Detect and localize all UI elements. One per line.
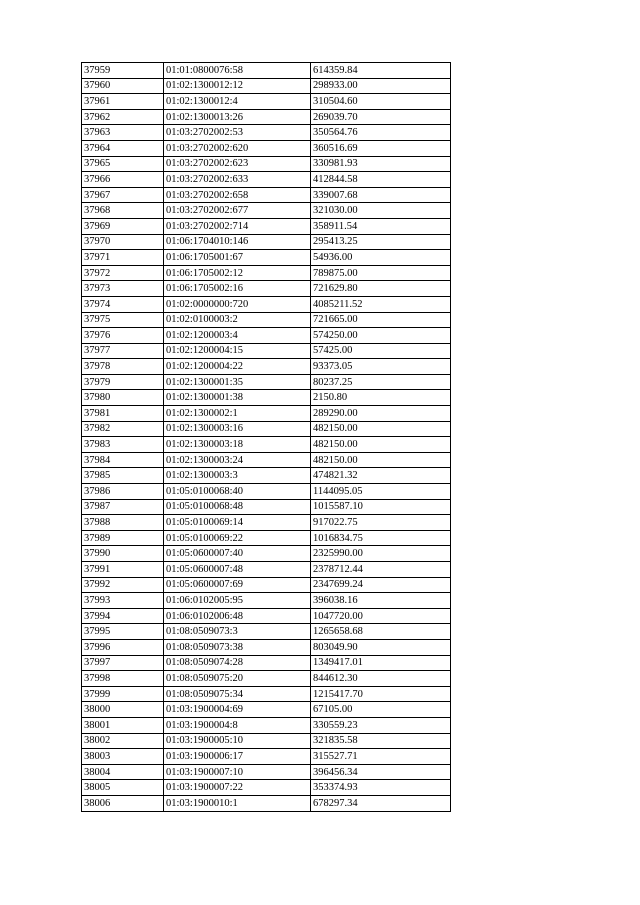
cadastral-number-cell: 01:03:1900007:10 — [164, 764, 311, 780]
row-id-cell: 38001 — [82, 717, 164, 733]
cadastral-number-cell: 01:05:0600007:48 — [164, 562, 311, 578]
table-row — [82, 593, 451, 609]
row-id-cell: 37971 — [82, 250, 164, 266]
table-row — [82, 140, 451, 156]
cadastral-number-cell: 01:02:1300001:35 — [164, 374, 311, 390]
table-row — [82, 515, 451, 531]
row-id-cell: 37969 — [82, 218, 164, 234]
value-cell: 1215417.70 — [311, 686, 451, 702]
table-row — [82, 125, 451, 141]
table-row — [82, 562, 451, 578]
value-cell: 315527.71 — [311, 749, 451, 765]
value-cell: 482150.00 — [311, 452, 451, 468]
row-id-cell: 37977 — [82, 343, 164, 359]
row-id-cell: 37979 — [82, 374, 164, 390]
table-row — [82, 328, 451, 344]
table-row — [82, 733, 451, 749]
value-cell: 1016834.75 — [311, 530, 451, 546]
cadastral-number-cell: 01:02:0000000:720 — [164, 296, 311, 312]
cadastral-number-cell: 01:08:0509075:34 — [164, 686, 311, 702]
table-row — [82, 749, 451, 765]
row-id-cell: 37990 — [82, 546, 164, 562]
row-id-cell: 37991 — [82, 562, 164, 578]
cadastral-number-cell: 01:02:1300003:3 — [164, 468, 311, 484]
value-cell: 1144095.05 — [311, 484, 451, 500]
row-id-cell: 37959 — [82, 63, 164, 79]
cadastral-number-cell: 01:03:2702002:714 — [164, 218, 311, 234]
cadastral-number-cell: 01:02:1200004:15 — [164, 343, 311, 359]
value-cell: 289290.00 — [311, 406, 451, 422]
cadastral-number-cell: 01:03:2702002:633 — [164, 172, 311, 188]
value-cell: 1047720.00 — [311, 608, 451, 624]
value-cell: 917022.75 — [311, 515, 451, 531]
table-row — [82, 624, 451, 640]
value-cell: 482150.00 — [311, 421, 451, 437]
row-id-cell: 37997 — [82, 655, 164, 671]
value-cell: 358911.54 — [311, 218, 451, 234]
cadastral-number-cell: 01:05:0100068:48 — [164, 499, 311, 515]
cadastral-number-cell: 01:02:1200004:22 — [164, 359, 311, 375]
value-cell: 321030.00 — [311, 203, 451, 219]
row-id-cell: 37987 — [82, 499, 164, 515]
row-id-cell: 37998 — [82, 671, 164, 687]
cadastral-number-cell: 01:02:1300012:4 — [164, 94, 311, 110]
row-id-cell: 37966 — [82, 172, 164, 188]
cadastral-number-cell: 01:03:2702002:658 — [164, 187, 311, 203]
cadastral-number-cell: 01:06:1704010:146 — [164, 234, 311, 250]
value-cell: 844612.30 — [311, 671, 451, 687]
table-row — [82, 655, 451, 671]
cadastral-number-cell: 01:05:0100069:22 — [164, 530, 311, 546]
row-id-cell: 37981 — [82, 406, 164, 422]
row-id-cell: 38002 — [82, 733, 164, 749]
row-id-cell: 37999 — [82, 686, 164, 702]
table-row — [82, 218, 451, 234]
value-cell: 295413.25 — [311, 234, 451, 250]
data-table — [81, 62, 451, 812]
value-cell: 2325990.00 — [311, 546, 451, 562]
cadastral-number-cell: 01:05:0600007:69 — [164, 577, 311, 593]
cadastral-number-cell: 01:02:1300003:18 — [164, 437, 311, 453]
value-cell: 269039.70 — [311, 109, 451, 125]
cadastral-number-cell: 01:02:1300003:24 — [164, 452, 311, 468]
table-row — [82, 530, 451, 546]
value-cell: 67105.00 — [311, 702, 451, 718]
table-row — [82, 281, 451, 297]
table-row — [82, 359, 451, 375]
cadastral-number-cell: 01:02:1300002:1 — [164, 406, 311, 422]
table-row — [82, 374, 451, 390]
value-cell: 2347699.24 — [311, 577, 451, 593]
table-row — [82, 608, 451, 624]
row-id-cell: 38006 — [82, 795, 164, 811]
table-row — [82, 172, 451, 188]
value-cell: 298933.00 — [311, 78, 451, 94]
cadastral-number-cell: 01:06:1705001:67 — [164, 250, 311, 266]
row-id-cell: 37964 — [82, 140, 164, 156]
table-body — [82, 63, 451, 812]
value-cell: 789875.00 — [311, 265, 451, 281]
row-id-cell: 37968 — [82, 203, 164, 219]
value-cell: 1349417.01 — [311, 655, 451, 671]
cadastral-number-cell: 01:02:0100003:2 — [164, 312, 311, 328]
cadastral-number-cell: 01:05:0100068:40 — [164, 484, 311, 500]
row-id-cell: 37972 — [82, 265, 164, 281]
table-row — [82, 484, 451, 500]
value-cell: 1265658.68 — [311, 624, 451, 640]
table-row — [82, 312, 451, 328]
cadastral-number-cell: 01:05:0100069:14 — [164, 515, 311, 531]
row-id-cell: 37996 — [82, 639, 164, 655]
table-row — [82, 421, 451, 437]
value-cell: 80237.25 — [311, 374, 451, 390]
table-row — [82, 343, 451, 359]
row-id-cell: 38003 — [82, 749, 164, 765]
value-cell: 310504.60 — [311, 94, 451, 110]
cadastral-number-cell: 01:02:1300012:12 — [164, 78, 311, 94]
row-id-cell: 37965 — [82, 156, 164, 172]
row-id-cell: 37993 — [82, 593, 164, 609]
row-id-cell: 37974 — [82, 296, 164, 312]
cadastral-number-cell: 01:08:0509073:3 — [164, 624, 311, 640]
cadastral-number-cell: 01:02:1300003:16 — [164, 421, 311, 437]
row-id-cell: 37986 — [82, 484, 164, 500]
table-row — [82, 63, 451, 79]
table-row — [82, 546, 451, 562]
row-id-cell: 37967 — [82, 187, 164, 203]
row-id-cell: 37982 — [82, 421, 164, 437]
cadastral-number-cell: 01:06:0102005:95 — [164, 593, 311, 609]
row-id-cell: 37961 — [82, 94, 164, 110]
row-id-cell: 37983 — [82, 437, 164, 453]
cadastral-number-cell: 01:03:1900004:69 — [164, 702, 311, 718]
row-id-cell: 37989 — [82, 530, 164, 546]
value-cell: 54936.00 — [311, 250, 451, 266]
cadastral-number-cell: 01:08:0509073:38 — [164, 639, 311, 655]
value-cell: 614359.84 — [311, 63, 451, 79]
value-cell: 330559.23 — [311, 717, 451, 733]
value-cell: 396456.34 — [311, 764, 451, 780]
cadastral-number-cell: 01:03:1900005:10 — [164, 733, 311, 749]
value-cell: 721629.80 — [311, 281, 451, 297]
value-cell: 1015587.10 — [311, 499, 451, 515]
value-cell: 93373.05 — [311, 359, 451, 375]
table-row — [82, 296, 451, 312]
table-row — [82, 94, 451, 110]
row-id-cell: 37994 — [82, 608, 164, 624]
row-id-cell: 37980 — [82, 390, 164, 406]
cadastral-number-cell: 01:08:0509074:28 — [164, 655, 311, 671]
table-row — [82, 156, 451, 172]
table-row — [82, 452, 451, 468]
table-row — [82, 109, 451, 125]
cadastral-number-cell: 01:06:0102006:48 — [164, 608, 311, 624]
table-row — [82, 717, 451, 733]
value-cell: 721665.00 — [311, 312, 451, 328]
cadastral-number-cell: 01:03:2702002:623 — [164, 156, 311, 172]
value-cell: 57425.00 — [311, 343, 451, 359]
value-cell: 321835.58 — [311, 733, 451, 749]
table-row — [82, 577, 451, 593]
table-row — [82, 437, 451, 453]
row-id-cell: 38005 — [82, 780, 164, 796]
cadastral-number-cell: 01:05:0600007:40 — [164, 546, 311, 562]
table-row — [82, 406, 451, 422]
cadastral-number-cell: 01:03:1900006:17 — [164, 749, 311, 765]
value-cell: 803049.90 — [311, 639, 451, 655]
row-id-cell: 37976 — [82, 328, 164, 344]
row-id-cell: 37975 — [82, 312, 164, 328]
row-id-cell: 37963 — [82, 125, 164, 141]
value-cell: 396038.16 — [311, 593, 451, 609]
row-id-cell: 37985 — [82, 468, 164, 484]
cadastral-number-cell: 01:01:0800076:58 — [164, 63, 311, 79]
table-row — [82, 187, 451, 203]
table-row — [82, 671, 451, 687]
value-cell: 574250.00 — [311, 328, 451, 344]
value-cell: 2378712.44 — [311, 562, 451, 578]
cadastral-number-cell: 01:03:1900007:22 — [164, 780, 311, 796]
cadastral-number-cell: 01:02:1300001:38 — [164, 390, 311, 406]
cadastral-number-cell: 01:02:1300013:26 — [164, 109, 311, 125]
table-row — [82, 250, 451, 266]
value-cell: 353374.93 — [311, 780, 451, 796]
cadastral-number-cell: 01:03:2702002:677 — [164, 203, 311, 219]
row-id-cell: 37988 — [82, 515, 164, 531]
row-id-cell: 38004 — [82, 764, 164, 780]
cadastral-number-cell: 01:03:1900010:1 — [164, 795, 311, 811]
value-cell: 2150.80 — [311, 390, 451, 406]
value-cell: 482150.00 — [311, 437, 451, 453]
row-id-cell: 37992 — [82, 577, 164, 593]
value-cell: 412844.58 — [311, 172, 451, 188]
row-id-cell: 37962 — [82, 109, 164, 125]
table-row — [82, 686, 451, 702]
cadastral-number-cell: 01:02:1200003:4 — [164, 328, 311, 344]
row-id-cell: 37984 — [82, 452, 164, 468]
value-cell: 339007.68 — [311, 187, 451, 203]
cadastral-number-cell: 01:03:2702002:620 — [164, 140, 311, 156]
table-row — [82, 78, 451, 94]
value-cell: 678297.34 — [311, 795, 451, 811]
cadastral-number-cell: 01:06:1705002:12 — [164, 265, 311, 281]
table-row — [82, 234, 451, 250]
row-id-cell: 37973 — [82, 281, 164, 297]
value-cell: 360516.69 — [311, 140, 451, 156]
value-cell: 350564.76 — [311, 125, 451, 141]
value-cell: 330981.93 — [311, 156, 451, 172]
cadastral-number-cell: 01:06:1705002:16 — [164, 281, 311, 297]
table-row — [82, 795, 451, 811]
cadastral-number-cell: 01:08:0509075:20 — [164, 671, 311, 687]
cadastral-number-cell: 01:03:2702002:53 — [164, 125, 311, 141]
table-row — [82, 764, 451, 780]
value-cell: 474821.32 — [311, 468, 451, 484]
cadastral-number-cell: 01:03:1900004:8 — [164, 717, 311, 733]
table-row — [82, 499, 451, 515]
table-row — [82, 468, 451, 484]
table-row — [82, 390, 451, 406]
value-cell: 4085211.52 — [311, 296, 451, 312]
row-id-cell: 37960 — [82, 78, 164, 94]
row-id-cell: 38000 — [82, 702, 164, 718]
table-row — [82, 702, 451, 718]
row-id-cell: 37995 — [82, 624, 164, 640]
row-id-cell: 37978 — [82, 359, 164, 375]
table-row — [82, 639, 451, 655]
row-id-cell: 37970 — [82, 234, 164, 250]
table-row — [82, 265, 451, 281]
table-row — [82, 780, 451, 796]
table-row — [82, 203, 451, 219]
